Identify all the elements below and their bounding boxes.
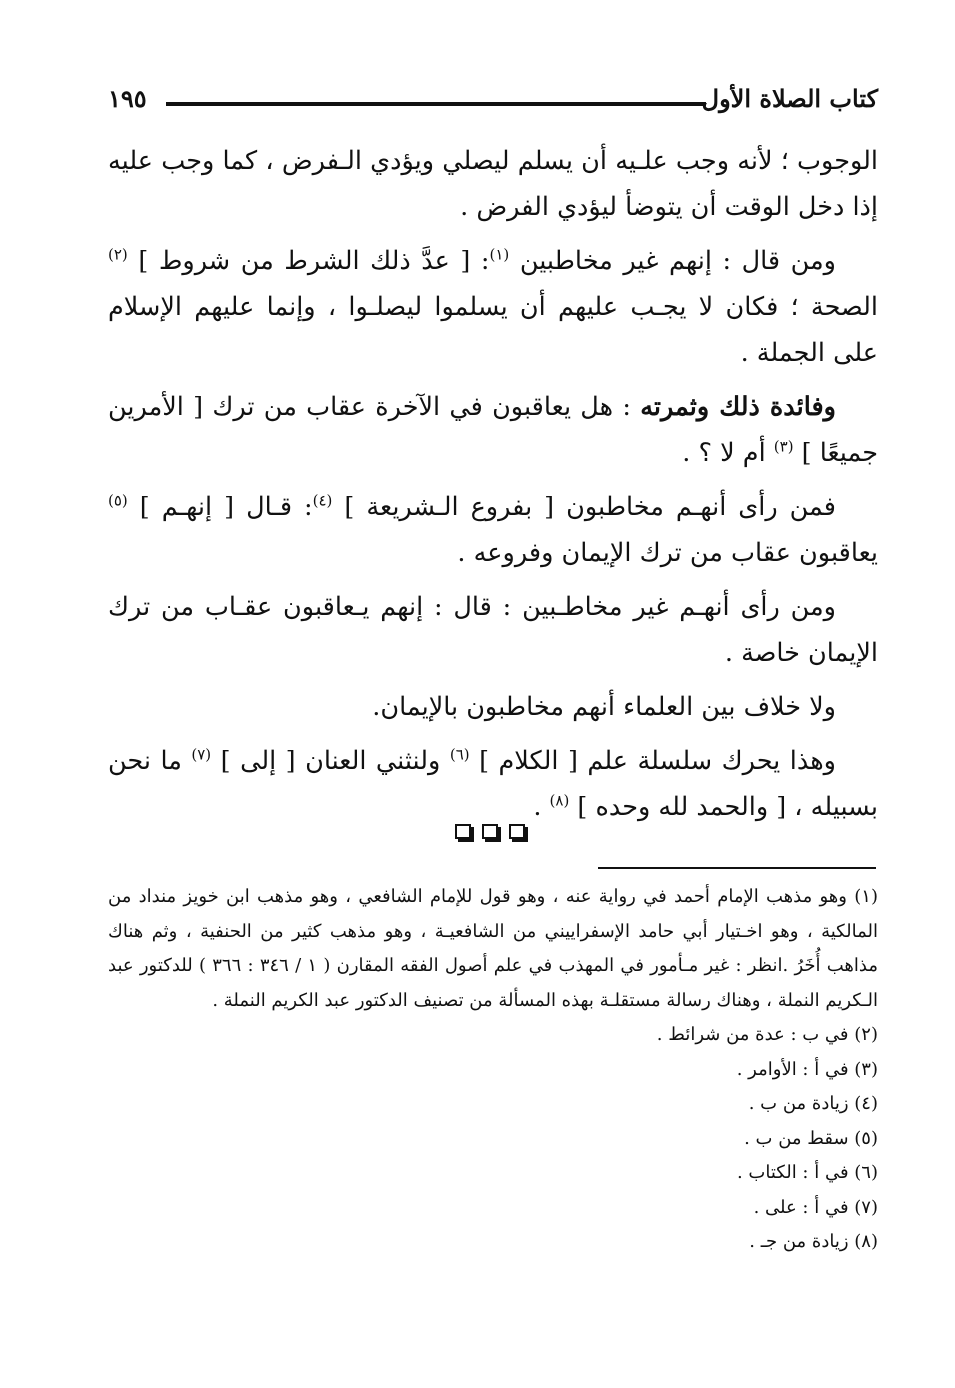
footnote-1 <box>108 880 878 1018</box>
paragraph-2: ومن قال : إنهم غير مخاطبين $^{(١)}$: [ عدَّ ذلك الشرط من شروط ] $^{(٢)}$ الصحة ؛ فكان لا يجـب عليهم أن يسلموا ليصلـوا ، وإنما عليهم الإسلام على الجملة . <box>108 245 878 368</box>
footnote-7: (٧) في أ : على . <box>753 1196 878 1218</box>
square-ornament-icon <box>482 824 498 839</box>
footnote-8: (٨) زيادة من جـ . <box>749 1231 878 1252</box>
paragraph-1: الوجوب ؛ لأنه وجب علـيه أن يسلم ليصلي ويؤدي الـفرض ، كما وجب عليه إذا دخل الوقت أن يتوضأ ليؤدي الفرض . <box>108 146 878 222</box>
footnote-3: (٣) في أ : الأوامر . <box>736 1058 878 1080</box>
page-number: ١٩٥ <box>108 84 147 113</box>
footnote-ref-2[interactable]: (٢) <box>108 245 128 264</box>
square-ornament-icon <box>455 824 471 839</box>
header-rule <box>166 102 706 106</box>
footnote-rule <box>598 867 876 869</box>
running-title: كتاب الصلاة الأول <box>701 84 878 113</box>
footnote-ref-3[interactable]: (٣) <box>773 437 794 456</box>
paragraph-4: فمن رأى أنهـم مخاطبون [ بفروع الـشريعة ] $^{(٤)}$: قـال [ إنهـم ] $^{(٥)}$ يعاقبون عقاب من ترك الإيمان وفروعه . <box>108 491 878 568</box>
bold-phrase: وفائدة ذلك وثمرته <box>640 392 836 422</box>
footnote-ref-8[interactable]: (٨) <box>549 791 570 810</box>
paragraph-3: وفائدة ذلك وثمرته : هل يعاقبون في الآخرة عقاب من ترك [ الأمرين جميعًا ] $^{(٣)}$ أم لا ؟ . <box>108 392 878 468</box>
main-text <box>108 138 878 838</box>
footnote-ref-4[interactable]: (٤) <box>312 491 333 510</box>
footnote-ref-6[interactable]: (٦) <box>449 745 470 764</box>
footnote-2: (٢) في ب : عدة من شرائط . <box>656 1024 878 1045</box>
footnotes <box>108 880 878 1260</box>
footnote-5: (٥) سقط من ب . <box>744 1127 878 1149</box>
footnote-6: (٦) في أ : الكتاب . <box>736 1162 878 1183</box>
footnote-4: (٤) زيادة من ب . <box>748 1093 878 1114</box>
page-header <box>108 80 878 120</box>
section-separator-ornament <box>455 824 525 846</box>
paragraph-7: وهذا يحرك سلسلة علم [ الكلام ] $^{(٦)}$ ولنثني العنان [ إلى ] $^{(٧)}$ ما نحن بسبيله ، [ والحمد لله وحده ] $^{(٨)}$ . <box>108 745 878 822</box>
footnote-ref-7[interactable]: (٧) <box>191 745 212 764</box>
footnote-text: وهو مذهب الإمام أحمد في رواية عنه ، وهو قول للإمام الشافعي ، وهو مذهب ابن خويز منداد من المالكية ، وهو اخـتيار أبي حامد الإسفراييني من الشافعيـة ، وهو مذهب كثير من الحنفية ، وثم هناك مذاهب أُخَرُ .انظر : غير مـأمور في المهذب في علم أصول الفقه المقارن ( ١ / ٣٤٦ : ٣٦٦ ) للدكتور عبد الـكريم النملة ، وهناك رسالة مستقلـة بهذه المسألة من تصنيف الدكتور عبد الكريم النملة . <box>108 886 879 1011</box>
footnote-ref-5[interactable]: (٥) <box>108 491 128 510</box>
square-ornament-icon <box>509 824 525 839</box>
paragraph-5: ومن رأى أنهـم غير مخاطـبين : قال : إنهم يـعاقبون عقـاب من ترك الإيمان خاصة . <box>108 592 878 668</box>
footnote-number: (١) <box>854 886 878 907</box>
footnote-ref-1[interactable]: (١) <box>489 245 510 264</box>
paragraph-6: ولا خلاف بين العلماء أنهم مخاطبون بالإيمان. <box>372 692 836 722</box>
